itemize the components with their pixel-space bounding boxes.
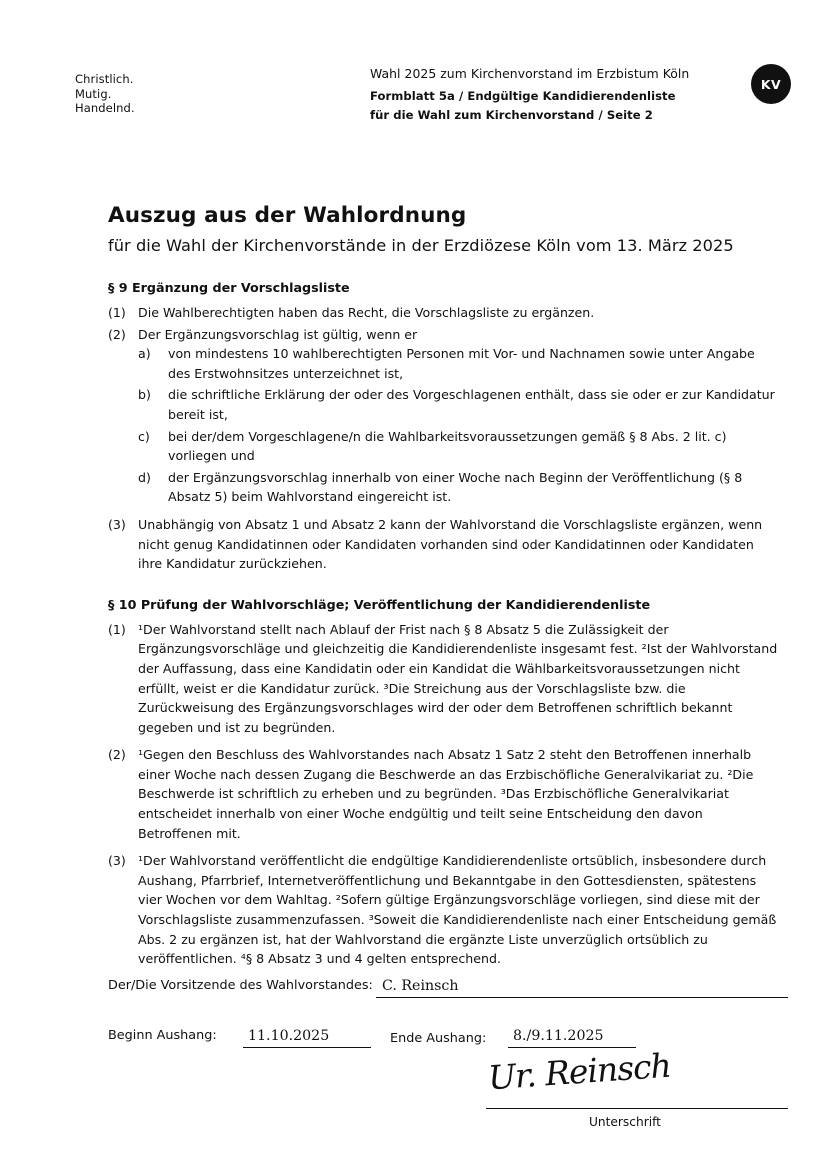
paragraph-text: ¹Gegen den Beschluss des Wahlvorstandes nach Absatz 1 Satz 2 steht den Betroffenen innerhalb einer Woche nach dessen Zugang die Beschwerde an das Erzbischöfliche Generalvikariat zu. ²Die Beschwerde ist schriftlich zu erheben und zu begründen. ³Das Erzbischöfliche Generalvikariat entscheidet innerhalb von einer Woche endgültig und teilt seine Entscheidung den davon Betroffenen mit. (138, 747, 754, 841)
aushang-row (108, 1028, 788, 1054)
subitem-marker: b) (138, 387, 151, 403)
start-value[interactable]: 11.10.2025 (248, 1028, 330, 1044)
legal-text-body (108, 278, 780, 971)
kv-logo-badge: KV (751, 64, 791, 104)
section-heading-9: § 9 Ergänzung der Vorschlagsliste (108, 280, 350, 295)
paragraph-text: Der Ergänzungsvorschlag ist gültig, wenn er (138, 326, 418, 342)
subitem-9-2-b (108, 385, 780, 424)
paragraph-text: ¹Der Wahlvorstand veröffentlicht die endgültige Kandidierendenliste ortsüblich, insbesondere durch Aushang, Pfarrbrief, Internetveröffentlichung und Bekanntgabe in den Gottesdiensten, spätestens vier Wochen vor dem Wahltag. ²Sofern gültige Ergänzungsvorschläge vorliegen, sind diese mit der Vorschlagsliste zusammenzufassen. ³Soweit die Kandidierendenliste nach einer Entscheidung gemäß Abs. 2 zu ergänzen ist, hat der Wahlvorstand die ergänzte Liste unverzüglich ortsüblich zu veröffentlichen. ⁴§ 8 Absatz 3 und 4 gelten entsprechend. (138, 853, 777, 967)
subitem-marker: c) (138, 428, 150, 444)
header-form-title: Formblatt 5a / Endgültige Kandidierendenliste (370, 89, 676, 103)
paragraph-9-2 (108, 325, 780, 345)
subitem-9-2-c (108, 427, 780, 466)
subitem-marker: a) (138, 346, 151, 362)
paragraph-text: Unabhängig von Absatz 1 und Absatz 2 kann der Wahlvorstand die Vorschlagsliste ergänzen, wenn nicht genug Kandidatinnen oder Kandidaten vorhanden sind oder Kandidatinnen oder Kandidaten ihre Kandidatur zurückziehen. (138, 516, 763, 572)
subitem-marker: d) (138, 469, 151, 485)
chair-label: Der/Die Vorsitzende des Wahlvorstandes: (108, 978, 373, 993)
paragraph-marker: (1) (108, 621, 126, 637)
paragraph-10-3 (108, 851, 780, 969)
paragraph-10-1 (108, 620, 780, 738)
subitem-text: von mindestens 10 wahlberechtigten Personen mit Vor- und Nachnamen sowie unter Angabe des Erstwohnsitzes unterzeichnet ist, (168, 346, 755, 381)
paragraph-text: Die Wahlberechtigten haben das Recht, die Vorschlagsliste zu ergänzen. (138, 305, 595, 320)
paragraph-marker: (2) (108, 747, 126, 763)
paragraph-9-3 (108, 515, 780, 574)
subitem-9-2-a (108, 344, 780, 383)
section-heading-10: § 10 Prüfung der Wahlvorschläge; Veröffentlichung der Kandidierendenliste (108, 596, 651, 612)
header-titles (370, 65, 760, 125)
form-fields (108, 978, 788, 1054)
start-label: Beginn Aushang: (108, 1028, 217, 1043)
paragraph-marker: (3) (108, 516, 126, 532)
subitem-9-2-d (108, 468, 780, 507)
paragraph-9-1 (108, 303, 780, 323)
paragraph-marker: (2) (108, 326, 126, 342)
paragraph-marker: (1) (108, 305, 126, 320)
page-title: Auszug aus der Wahlordnung (108, 203, 467, 228)
brand-line-1: Christlich. (75, 72, 134, 86)
brand-line-3: Handelnd. (75, 101, 135, 115)
brand-line-2: Mutig. (75, 86, 112, 101)
chair-row (108, 978, 788, 1004)
paragraph-marker: (3) (108, 853, 126, 869)
end-label: Ende Aushang: (390, 1031, 487, 1046)
subitem-text: die schriftliche Erklärung der oder des Vorgeschlagenen enthält, dass sie oder er zur Kandidatur bereit ist, (168, 387, 775, 422)
title-block (108, 203, 788, 257)
subitem-text: der Ergänzungsvorschlag innerhalb von einer Woche nach Beginn der Veröffentlichung (§ 8 Absatz 5) beim Wahlvorstand eingereicht ist. (168, 469, 743, 505)
paragraph-10-2 (108, 745, 780, 843)
end-value[interactable]: 8./9.11.2025 (513, 1028, 604, 1044)
subitem-text: bei der/dem Vorgeschlagene/n die Wahlbarkeitsvoraussetzungen gemäß § 8 Abs. 2 lit. c) vorliegen und (168, 428, 727, 464)
page-subtitle: für die Wahl der Kirchenvorstände in der Erzdiözese Köln vom 13. März 2025 (108, 236, 734, 255)
header-form-subtitle: für die Wahl zum Kirchenvorstand / Seite 2 (370, 108, 653, 122)
header-election-title: Wahl 2025 zum Kirchenvorstand im Erzbistum Köln (370, 66, 690, 81)
paragraph-text: ¹Der Wahlvorstand stellt nach Ablauf der Frist nach § 8 Absatz 5 die Zulässigkeit der Ergänzungsvorschläge und gleichzeitig die Kandidierendenliste insgesamt fest. ²Ist der Wahlvorstand der Auffassung, dass eine Kandidatin oder ein Kandidat die Wählbarkeitsvoraussetzungen nicht erfüllt, weist er die Kandidatur zurück. ³Die Streichung aus der Vorschlagsliste bzw. die Zurückweisung des Ergänzungsvorschlages wird der oder dem Betroffenen schriftlich bekannt gegeben und ist zu begründen. (138, 621, 778, 735)
signature-caption: Unterschrift (589, 1115, 661, 1129)
page-header (0, 62, 827, 142)
chair-value[interactable]: C. Reinsch (382, 978, 459, 994)
signature-line[interactable] (486, 1108, 788, 1109)
handwritten-signature: Ur. Reinsch (486, 1045, 672, 1098)
brand-claim (75, 72, 135, 116)
